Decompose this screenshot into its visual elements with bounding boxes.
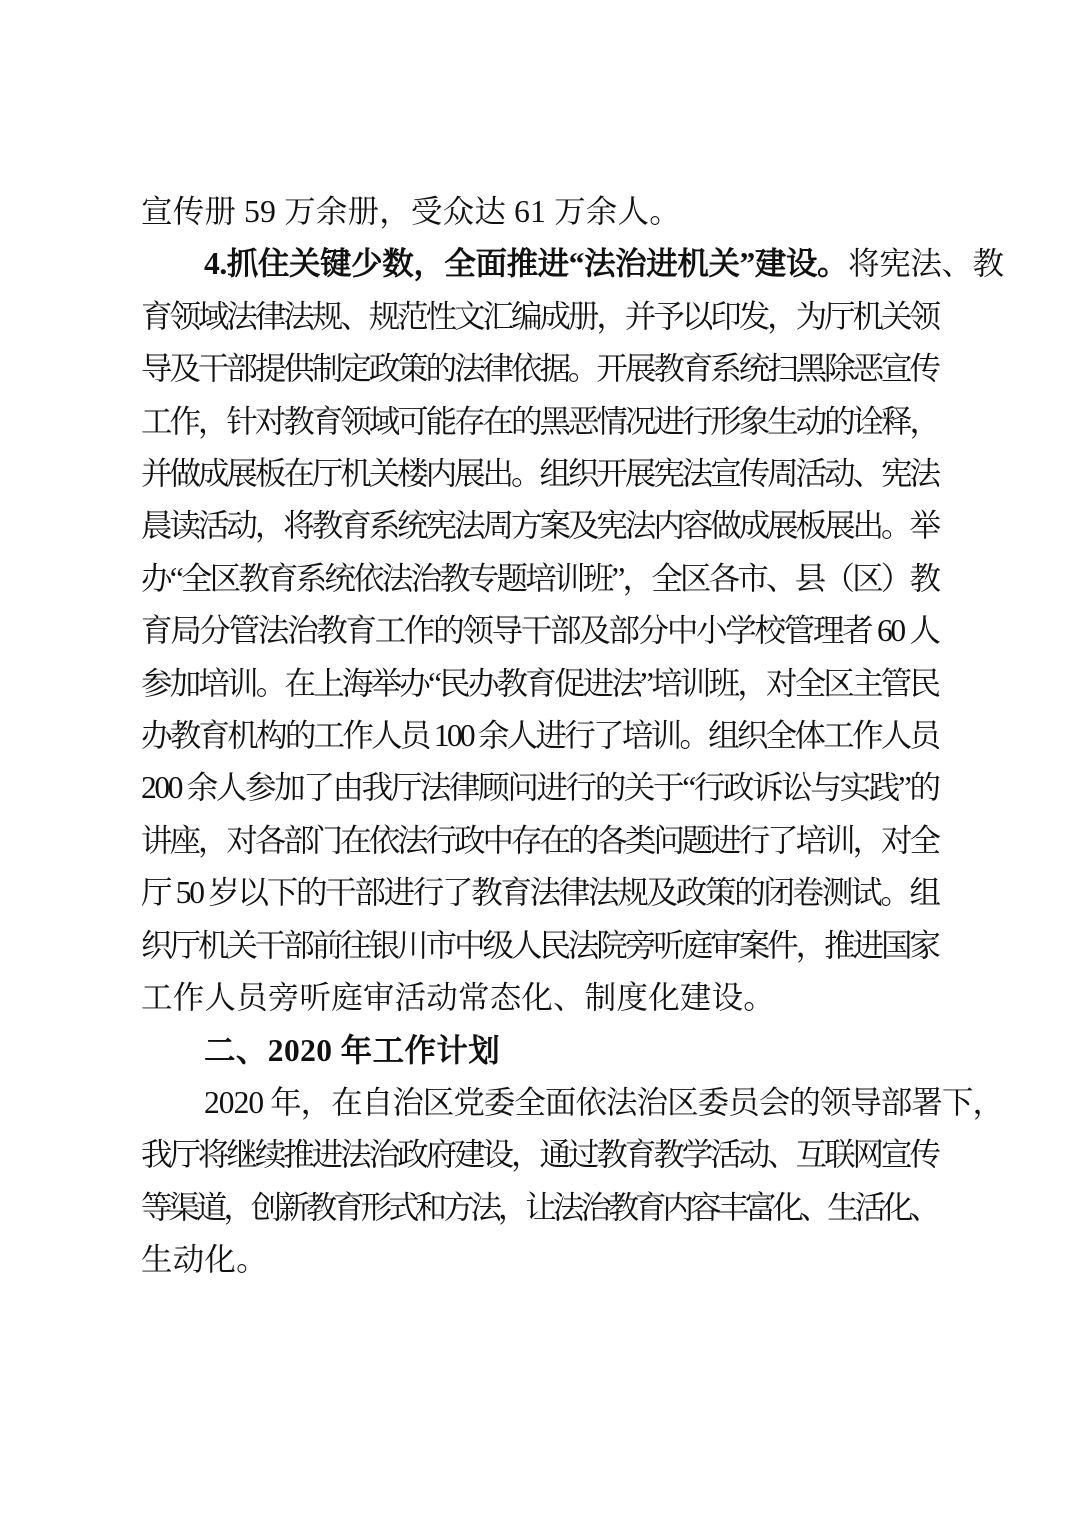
item4-line-12 [141,815,941,867]
item4-line-2-text: 育领域法律法规、规范性文汇编成册，并予以印发，为厅机关领 [141,298,938,334]
document-text-block [141,186,1004,1287]
item4-line-8 [141,605,941,657]
item4-line-14 [141,920,941,972]
plan-line-2-text: 我厅将继续推进法治政府建设，通过教育教学活动、互联网宣传 [141,1137,938,1173]
plan-line-3-text: 等渠道，创新教育形式和方法，让法治教育内容丰富化、生活化、 [141,1189,937,1225]
item4-line-15: 工作人员旁听庭审活动常态化、制度化建设。 [141,980,776,1016]
item4-line-11 [141,762,941,814]
section-heading-two: 二、2020 年工作计划 [204,1032,501,1068]
item4-line-4 [141,396,941,448]
item4-line-13-text: 厅 50 岁以下的干部进行了教育法律法规及政策的闭卷测试。组 [141,875,939,911]
item4-line-4-text: 工作，针对教育领域可能存在的黑恶情况进行形象生动的诠释， [141,403,938,439]
plan-line-1 [141,1077,1004,1129]
item4-line-6 [141,500,941,552]
plan-line-1-text: 2020 年，在自治区党委全面依法治区委员会的领导部署下， [204,1084,1004,1120]
plan-line-3 [141,1182,941,1234]
item4-line-13 [141,867,941,919]
item4-line-6-text: 晨读活动，将教育系统宪法周方案及宪法内容做成展板展出。举 [141,508,938,544]
item4-line-9 [141,658,941,710]
plan-line-2 [141,1129,941,1181]
carryover-line-1: 宣传册 59 万余册，受众达 61 万余人。 [141,194,681,229]
item4-line-7-text: 办“全区教育系统依法治教专题培训班”，全区各市、县（区）教 [141,560,939,596]
item4-bold-lead: 4.抓住关键少数，全面推进“法治进机关”建设。 [204,246,849,282]
item4-line-5 [141,448,941,500]
item4-line-3 [141,343,941,395]
numbered-item-4 [141,238,1004,1024]
item4-line-9-text: 参加培训。在上海举办“民办教育促进法”培训班，对全区主管民 [141,665,939,701]
item4-line-7 [141,553,941,605]
work-plan-paragraph [141,1077,1004,1287]
item4-line-8-text: 育局分管法治教育工作的领导干部及部分中小学校管理者 60 人 [141,613,939,649]
item4-line-12-text: 讲座，对各部门在依法行政中存在的各类问题进行了培训，对全 [141,822,938,858]
item4-line-11-text: 200 余人参加了由我厅法律顾问进行的关于“行政诉讼与实践”的 [141,770,939,806]
item4-line-3-text: 导及干部提供制定政策的法律依据。开展教育系统扫黑除恶宣传 [141,351,938,387]
item4-line-5-text: 并做成展板在厅机关楼内展出。组织开展宪法宣传周活动、宪法 [141,456,938,492]
item4-line-1 [141,238,1004,290]
carryover-paragraph [141,186,941,238]
item4-line-2 [141,291,941,343]
item4-line-10-text: 办教育机构的工作人员 100 余人进行了培训。组织全体工作人员 [141,718,939,754]
item4-line-1-rest: 将宪法、教 [848,246,1004,282]
item4-line-14-text: 织厅机关干部前往银川市中级人民法院旁听庭审案件，推进国家 [141,927,938,963]
plan-line-4: 生动化。 [141,1242,268,1278]
item4-line-10 [141,710,941,762]
